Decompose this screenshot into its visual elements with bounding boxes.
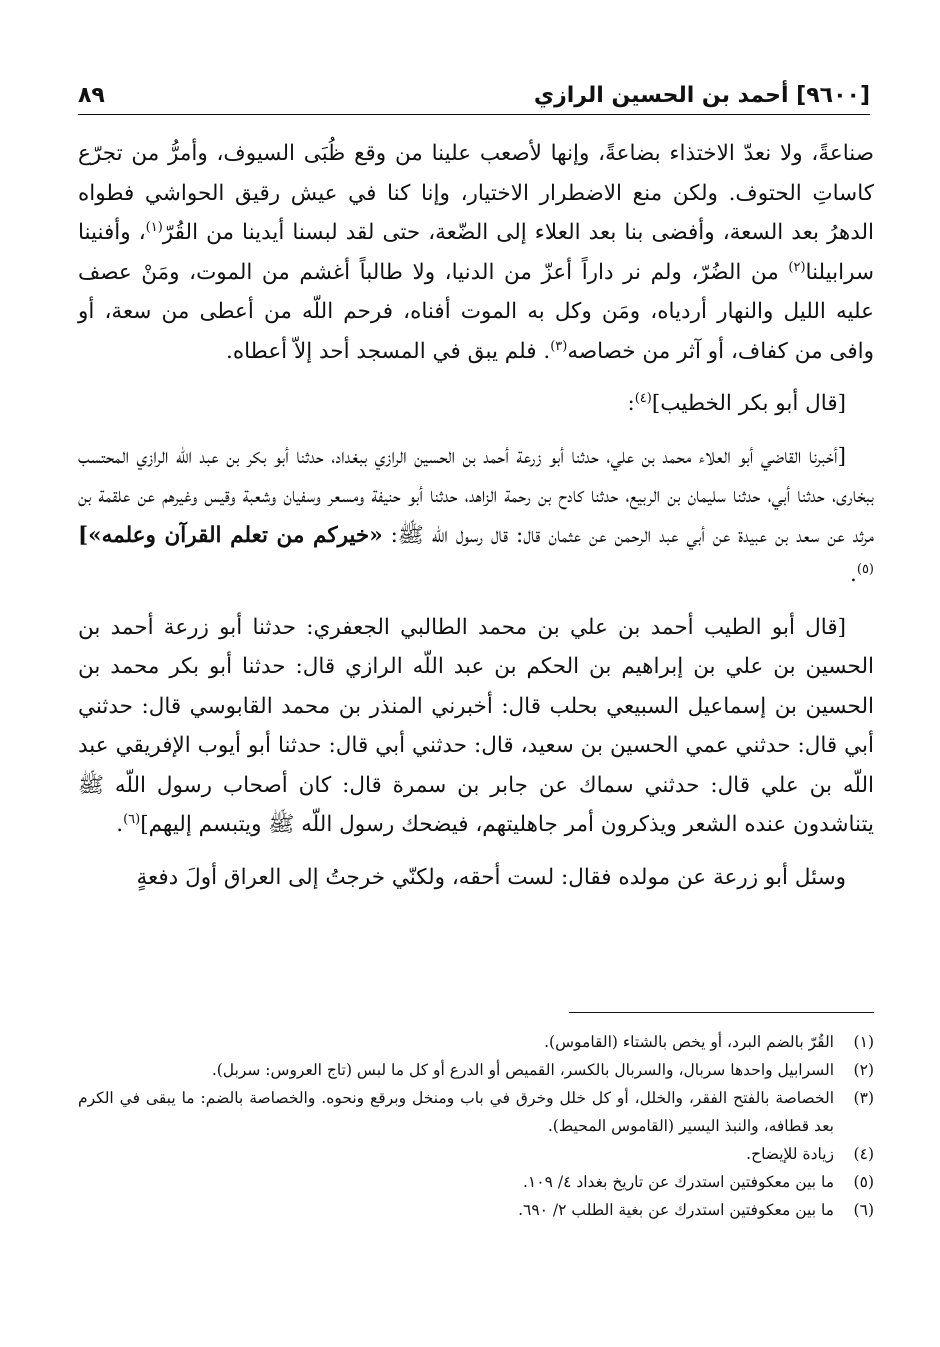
footnote-ref-5: (٥) bbox=[856, 561, 874, 577]
text-span: . bbox=[116, 812, 124, 837]
footnote-ref-6: (٦) bbox=[123, 811, 141, 827]
footnote-number: (٢) bbox=[853, 1061, 874, 1079]
paragraph-5: وسئل أبو زرعة عن مولده فقال: لست أحقه، ولكنّي خرجتُ إلى العراق أولَ دفعةٍ bbox=[136, 864, 846, 890]
footnote-ref-3: (٣) bbox=[550, 338, 568, 354]
paragraph-3 bbox=[78, 437, 874, 595]
main-text bbox=[78, 134, 874, 910]
footnotes bbox=[78, 1028, 874, 1224]
footnote-text: ما بين معكوفتين استدرك عن تاريخ بغداد ٤/ ١٠٩. bbox=[522, 1173, 834, 1191]
footnote-number: (٤) bbox=[853, 1145, 874, 1163]
text-span: . فلم يبق في المسجد أحد إلاّ أعطاه. bbox=[226, 338, 551, 364]
paragraph-2 bbox=[78, 384, 874, 424]
footnote-ref-1: (١) bbox=[145, 219, 163, 235]
footnote-2 bbox=[78, 1056, 874, 1084]
footnote-number: (٥) bbox=[853, 1173, 874, 1191]
text-span: : bbox=[627, 391, 635, 416]
footnote-ref-4: (٤) bbox=[634, 390, 652, 406]
footnote-6 bbox=[78, 1196, 874, 1224]
text-span: . bbox=[850, 562, 857, 587]
footnote-1 bbox=[78, 1028, 874, 1056]
footnote-text: الخصاصة بالفتح الفقر، والخلل، أو كل خلل وخرق في باب ومنخل وبرقع ونحوه. والخصاصة بالضم: ما يبقى في الكرم بعد قطافه، والنبذ اليسير (القاموس المحيط). bbox=[78, 1089, 834, 1135]
text-span: [أخبرنا القاضي أبو العلاء محمد بن علي، حدثنا أبو زرعة أحمد بن الحسين الرازي ببغداد، حدثنا أبو بكر بن عبد اللّه الرازي المحتسب ببخارى، حدثنا أبي، حدثنا سليمان بن الربيع، حدثنا كادح بن رحمة الزاهد، حدثنا أبو حنيفة ومسعر وسفيان وشعبة وقيس وغيرهم عن علقمة بن مرثد عن سعد بن عبيدة عن أبي عبد الرحمن عن عثمان قال: قال رسول اللّه ﷺ: bbox=[78, 443, 874, 548]
header-title: [٩٦٠٠] أحمد بن الحسين الرازي bbox=[533, 83, 870, 108]
footnote-4 bbox=[78, 1140, 874, 1168]
footnote-number: (١) bbox=[853, 1033, 874, 1051]
footnote-ref-2: (٢) bbox=[788, 259, 806, 275]
text-span: ، وأفنينا سرابيلنا bbox=[78, 220, 874, 285]
text-span: [قال أبو بكر الخطيب] bbox=[651, 391, 846, 416]
footnote-number: (٦) bbox=[853, 1201, 874, 1219]
running-header bbox=[78, 70, 870, 115]
text-span: صناعةً، ولا نعدّ الاختذاء بضاعةً، وإنها لأصعب علينا من وقع ظُبَى السيوف، وأمرُّ من تجرّع كاساتِ الحتوف. ولكن منع الاضطرار الاختيار، وإنا كنا في عيش رقيق الحواشي فطواه الدهرُ بعد السعة، وأفضى بنا بعد العلاء إلى الضّعة، حتى لقد لبسنا أيدينا من القُرّ bbox=[78, 141, 875, 245]
footnote-text: السرابيل واحدها سربال، والسربال بالكسر، القميص أو الدرع أو كل ما لبس (تاج العروس: سربل). bbox=[211, 1061, 834, 1079]
footnote-3 bbox=[78, 1084, 874, 1140]
page-number: ٨٩ bbox=[78, 83, 105, 108]
text-span: [قال أبو الطيب أحمد بن علي بن محمد الطالبي الجعفري: حدثنا أبو زرعة أحمد بن الحسين بن علي بن إبراهيم بن الحكم بن عبد اللّه الرازي قال: حدثنا أبو بكر محمد بن الحسين بن إسماعيل السبيعي بحلب قال: أخبرني المنذر بن محمد القابوسي قال: حدثني أبي قال: حدثني عمي الحسين بن سعيد، قال: حدثني أبي قال: حدثنا أبو أيوب الإفريقي عبد اللّه بن علي قال: حدثني سماك عن جابر بن سمرة قال: كان أصحاب رسول اللّه ﷺ يتناشدون عنده الشعر ويذكرون أمر جاهليتهم، فيضحك رسول اللّه ﷺ ويتبسم إليهم] bbox=[78, 614, 874, 837]
footnote-text: القُرّ بالضم البرد، أو يخص بالشتاء (القاموس). bbox=[544, 1033, 834, 1051]
footnote-text: زيادة للإيضاح. bbox=[746, 1145, 834, 1163]
footnote-text: ما بين معكوفتين استدرك عن بغية الطلب ٢/ ٦٩٠. bbox=[518, 1201, 834, 1219]
footnote-divider bbox=[569, 1012, 874, 1013]
footnote-number: (٣) bbox=[853, 1089, 874, 1107]
footnote-5 bbox=[78, 1168, 874, 1196]
text-span: من الضُرّ، ولم نر داراً أعزّ من الدنيا، ولا طالباً أغشم من الموت، ومَنْ عصف عليه الليل والنهار أردياه، ومَن وكل به الموت أفناه، فرحم اللّه من أعطى من سعة، أو وافى من كفاف، أو آثر من خصاصه bbox=[78, 259, 874, 364]
paragraph-1 bbox=[78, 134, 874, 371]
hadith-text: «خيركم من تعلم القرآن وعلمه»] bbox=[78, 522, 383, 548]
paragraph-4 bbox=[78, 608, 874, 845]
